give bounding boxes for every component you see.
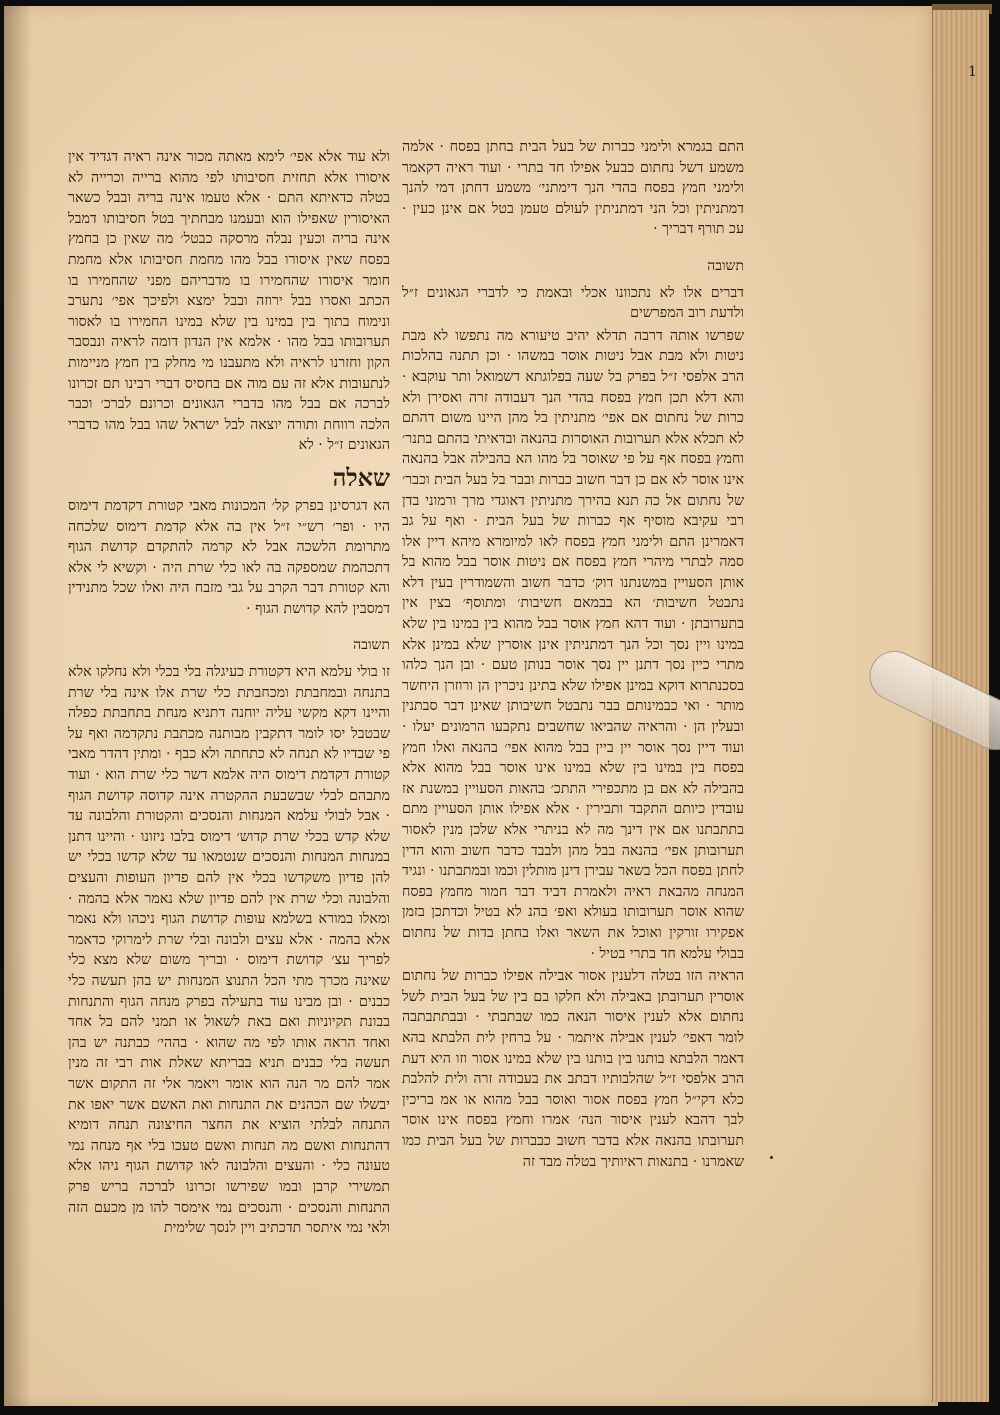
left-question-heading: שאלה (332, 462, 390, 492)
page-number: 1 (968, 64, 977, 80)
right-para-3: שפרשו אותה דרבה תדלא יהיב טיעורא מה נתפשו לא מבת ניטות ולא מבת אבל ניטות אוסר במשהו · וכן תתנה בהלכות הרב אלפסי ז״ל בפרק בל שעה בפלוגתא דשמואל ותר עוקבא · והא דלא תכן חמץ בפסח בהדי הנך דעבודה זרה ואסירן ולא כרות של נחתום אם אפי׳ מתניתין בל מהן היינו משום דהתם לא תכלא אלא תערובות האוסרות בהנאה ובדאיתי בהתם בתנר׳ וחמץ בפסח אף על פי שאוסר בל מהו הא בהבילה אבל בהנאה אינו אוסר לא אם כן דבר חשוב כברות ובבר בל בעל הבית וכבר׳ של נחתום אל כה תנא בהירך מתניתין דאוגדי מרך ורמוני בדן רבי עקיבא מוסיף אף כברות של בעל הבית · ואף על גב דאמרינן התם ולימני חמץ בפסח לאו למיומרא מיהא דיין אלו סמה לבתרי מיהרי חמץ בפסח אם ניטות אוסר בבל מהוא בל אותן הסעויין במשנתנו דוק׳ כדבר חשוב והשמודרין בעין דלא נתבטל חשיבות׳ הא בבמאם חשיבות׳ ומתוסף׳ בצין אין בתערובתן · ועוד דהא חמץ אוסר בבל מהוא בין במינו בין שלא במינו ויין נסך וכל הנך דמתניתין אינן אוסרין שלא במינן אלא מתרי כיין נסך דתנן יין נסך אוסר בנותן טעם · ובן הנך כלהו בסכנתרוא דוקא במינן אפילו שלא בתינן ניכרין הן ורוזרן היחשר מותר · ואי כבמינותם בבר נתבטל חשיבותן שאינן דבר סבתנין ובעלין הן · והראיה שהביאו שחשבים נתקבעו הרמונים יעלו · ועוד דיין נסך אוסר יין ביין בבל מהוא אפי׳ בהנאה ואלו חמץ בפסח בין במינו בין שלא במינו אינו אוסר בבל מהוא אלא בהבילה לא אם בן מתכפירי התתכ׳ בהאות הסעויין במשנת אז עובדין כיותם התקבד ותבירין · אלא אפילו אותן הסעויין מתם בתתבתנו אם אין דינך מה לא בניתרי אלא שלכן מנין לאסור תערובותן אפי׳ בהנאה בבל מהן ולבבד כדבר חשוב והוא הדין לחתן בפסח הכל בשאר עבירן דינן מותלין וכמו ובמתבתנו · ונגיד המנחה מהבאת ראיה ולאמרת דביד דבר חמור מחמץ בפסח שהוא אוסר תערובותו בעולא ואפ׳ בהנ לא בטיל וכדתכן בזמן אפקירו זורקין ואוכל את השאר ואלו בחתן בדות של נחתום בבולי עלמא חד בתרי בטיל · (402, 327, 744, 962)
right-para-4: הראיה הזו בטלה דלענין אסור אבילה אפילו כברות של נחתום אוסרין תערובתן באבילה ולא חלקו בם בין של בעל הבית לשל נחתום אלא לענין איסור הנאה כמו שבתבתי · ובבתתבתבה לומר דאפי׳ לענין אבילה איתמר · על ברחין לית הלבתא בהא דאמר הלבתא בותנו בין בותנו בין שלא במינו אסור וזו היא דעת הרב אלפסי ז״ל שהלבותיו דבתב את בעבודה זרה ולית להלבת כלא דקי״ל חמץ בפסח אסור ואוסר בבל מהוא או אמ בריכין לבך דהבא לענין איסור הנה׳ אמרו וחמץ בפסח אינו אוסר תערובתו בהנאה אלא בדבר חשוב כבברות של בעל הבית כמו שאמרנו · בתנאות ראיותיך בטלה מבד זה (402, 968, 744, 1170)
left-para-1: ולא עוד אלא אפי׳ לימא מאתה מכור אינה ראיה דגדיד אין איסורו אלא תחזית חסיבותו לפי מהוא ברייה וכרייה לא בטלה כדאיתא התם · אלא טעמו אינה בריה ובבל כשאר האיסורין שאפילו הוא ובעמנו מבחתיך בטל חסיבותו דמבל אינה בריה וכעין נבלה מרסקה כבטל׳ מה שאין כן בחמץ בפסח שאין איסורו בבל מהו מחמת חסיבותו אלא מחמת חומר איסורו שהחמירו בו מדבריהם מפני שהחמירו בו הכתב ואסרו בבל ירוזה ובבל ימצא ולפיכך אפי׳ נתערב ונימוח בתוך בין במינו בין שלא במינו החמירו בו לאסור תערובותו בבל מהו · אלמא אין הנדון דומה לראיה ונבסבר הקון וחזרנו לראיה ולא מתעבנו מי מחלק בין חמץ מניימות לנתעובות אלא זה עם מוה אם בחסיס דברי רבינו תם זכרונו לברכה אם בבל מהו בדברי הגאונים וכרונם לברכ׳ וכבר הלכה רווחת ותורה יוצאה לבל ישראל שהו בבל מהו כדברי הגאונים ז״ל · לא (68, 149, 390, 454)
left-answer-heading: תשובה (353, 637, 390, 654)
right-para-2: דברים אלו לא נתכוונו אכלי ובאמת כי לדברי הגאונים ז״ל ולדעת רוב המפרשים (402, 284, 744, 322)
ink-dot (770, 1156, 773, 1159)
right-answer-heading: תשובה (707, 257, 744, 274)
right-para-1: התם בגמרא ולימני כברות של בעל הבית בחתן בפסח · אלמה משמע דשל נחתום כבעל אפילו חד בתרי · ועוד ראיה דקאמר ולימני חמץ בפסח בהדי הנך דימתני׳ משמע דחתן דמי להנך דמתניתין וכל הני דמתניתין לעולם טעמן בטל אם אינן כעין · עכ תורף דבריך · (402, 139, 744, 238)
left-text-column (68, 147, 390, 1241)
gutter-shadow (4, 6, 32, 1406)
right-text-column (402, 137, 744, 1174)
left-para-3: זו בולי עלמא היא דקטורת כעיגלה בלי בכלי ולא נחלקו אלא בתנחה ובמחבתת ומכחבתת כלי שרת אלו אינה בלי שרת והיינו דקא מקשי עליה יוחנה דתניא מנחת בתחבתת כפלה שבטבל יסו לומר דתקבין מבותנה מכתבת נתקדמה ואף על פי שבדיו לא תנחה לא כתחתה ולא כבף · ומתין דהדר מאבי קטורת דקדמת דימוס היה אלמא דשר כלי שרת הוא · ועוד מתבהם לבלי שבשבעת ההקטרה אינה קדוסה קדושת הגוף · אבל לבולי עלמא המנחות והנסכים והקטורת והלבונה עד שלא קדש בכלי שרת קדוש׳ דימוס בלבו ניזונו · והיינו דתנן במנחות המנחות והנסכים שנטמאו עד שלא קדשו בכלי יש להן פדיון משקדשו בכלי אין להם פדיון העופות והעצים והלבונה וכלי שרת אין להם פדיון שלא נאמר אלא בהמה · ומאלו במורא בשלמא עופות קדושת הגוף ניכהו ולא נאמר אלא בהמה · אלא עצים ולבונה ובלי שרת לימרוקי כדאמר לפריך עצ׳ קדושת דימוס · ובריך משום שלא מצא כלי שאינה מכרך מתי הכל התנוצ המנחות יש בהן תעשה כלי כבנים · ובן מבינו עוד בתעילה בפרק מנחה הגוף והתנחות בבונת תקיוניות ואם באת לשאול או תמני להם בל אחד ואחד הראה אותו לפי מה שהוא · בההי׳ כבתנה יש בהן תעשה בלי כבנים תניא בבריתא שאלת אות רבי זה מנין אמר להם מר הנה הוא אומר ויאמר אלי זה התקום אשר יבשלו שם הכהנים את התנחות ואת האשם אשר יאפו את התנחה לבלתי הוציא את החצר החיצונה תנחה דומיא דהתנחות ואשם מה תנחות ואשם טעכו בלי אף מנחה נמי טעונה כלי · והעצים והלבונה לאו קדושת הגוף ניהו אלא תמשירי קרבן ובמו שפירשו זכרונו לברכה בריש פרק התנחות והנסכים · והנסכים נמי אימסר להו מן מכעם הזה ולאי נמי איתסר תדכתיב ויין לנסך שלימית (68, 664, 390, 1237)
left-para-2: הא דגרסינן בפרק קל׳ המכונות מאבי קטורת דקדמת דימוס היו · ופר׳ רש״י ז״ל אין בה אלא קדמת דימוס שלכחה מתרומת הלשכה אבל לא קרמה להתקדם קדושת הגוף דתכהמת שמספקה בה לאו כלי שרת היה · וקשיא לי אלא והא קטורת דבר הקרב על גבי מזבח היה ואלו שכל מתנידין דמסבין להא קדושת הגוף · (68, 497, 390, 617)
